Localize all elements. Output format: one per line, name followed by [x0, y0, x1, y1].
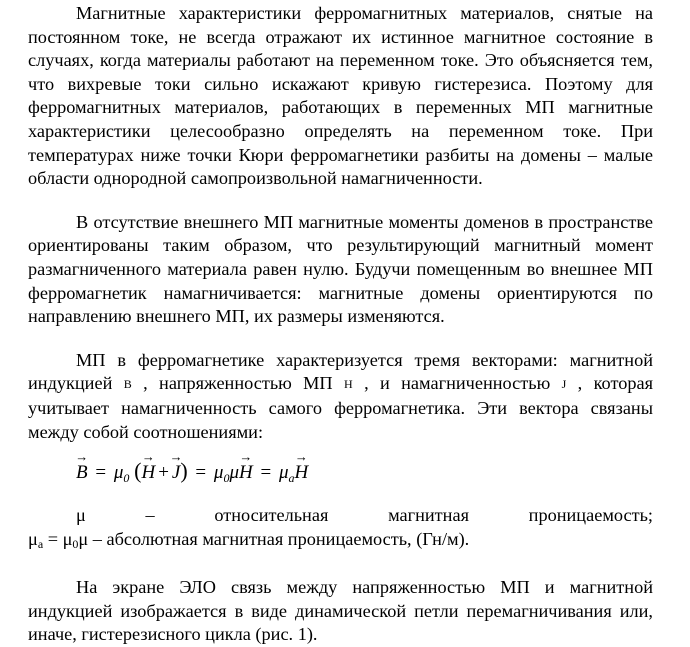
- formula-suba: a: [288, 471, 295, 486]
- formula-paren-close: ): [180, 458, 188, 484]
- document-page: [28, 2, 653, 647]
- formula-B: → B: [76, 462, 88, 484]
- symbol-H: H: [344, 377, 353, 392]
- text-span: , напряженностью МП: [143, 373, 333, 394]
- definition-mu: [28, 504, 653, 528]
- formula-H3: → H: [294, 462, 308, 484]
- formula-eq: =: [195, 462, 207, 484]
- formula-mu: μ: [113, 462, 124, 484]
- formula-H: → H: [141, 462, 155, 484]
- symbol-B: B: [123, 377, 132, 392]
- symbol-J: J: [561, 377, 567, 392]
- formula-sub0b: 0: [223, 471, 230, 486]
- definition-mua-eq: = μ: [43, 528, 73, 549]
- text-span: , которая учитывает намагниченность самого ферромагнетика. Эти вектора связаны между собой соотношениями:: [28, 373, 654, 442]
- formula-plus: +: [158, 462, 169, 484]
- paragraph-curie: Магнитные характеристики ферромагнитных материалов, снятые на постоянном токе, не всегда отражают их истинное магнитное состояние в случаях, когда материалы работают на переменном токе. Это объясняется тем, что вихревые токи сильно искажают кривую гистерезиса. Поэтому для ферромагнитных материалов, работающих в переменных МП магнитные характеристики целесообразно определять на переменном токе. При температурах ниже точки Кюри ферромагнетики разбиты на домены – малые области однородной самопроизвольной намагниченности.: [28, 3, 653, 189]
- definition-mua: [28, 528, 653, 557]
- definition-word: магнитная: [388, 505, 469, 526]
- text-span: МП в ферромагнетике характеризуется тремя векторами: магнитной индукцией: [28, 349, 653, 394]
- definition-mu-symbol: μ: [76, 505, 86, 526]
- formula-eq: =: [95, 462, 107, 484]
- definition-mua-symbol: μ: [28, 528, 38, 549]
- formula-mu2: μ: [229, 462, 239, 484]
- formula-H2: → H: [239, 462, 253, 484]
- paragraph-domains: В отсутствие внешнего МП магнитные моменты доменов в пространстве ориентированы таким образом, что результирующий магнитный момент размагниченного материала равен нулю. Будучи помещенным во внешнее МП ферромагнетик намагничивается: магнитные домены ориентируются по направлению внешнего МП, их размеры изменяются.: [28, 211, 653, 327]
- definition-mua-sub: a: [37, 536, 44, 551]
- formula-sub0: 0: [123, 471, 130, 486]
- definition-mua-rest: μ – абсолютная магнитная проницаемость, (Гн/м).: [78, 528, 470, 549]
- formula-b-h-j: [28, 450, 653, 490]
- definition-word: проницаемость;: [528, 505, 653, 526]
- text-span: , и намагниченностью: [364, 373, 551, 394]
- formula-eq: =: [260, 462, 272, 484]
- definition-word: относительная: [214, 505, 329, 526]
- formula-paren-open: (: [134, 458, 142, 484]
- formula-J: → J: [172, 462, 180, 484]
- paragraph-hysteresis: На экране ЭЛО связь между напряженностью МП и магнитной индукцией изображается в виде динамической петли перемагничивания или, иначе, гистерезисного цикла (рис. 1).: [28, 577, 653, 645]
- formula-mua: μ: [278, 462, 289, 484]
- definition-dash: –: [145, 505, 155, 526]
- paragraph-vectors: [28, 349, 653, 444]
- formula-mu0: μ: [213, 462, 224, 484]
- definition-mua-sub0: 0: [72, 536, 79, 551]
